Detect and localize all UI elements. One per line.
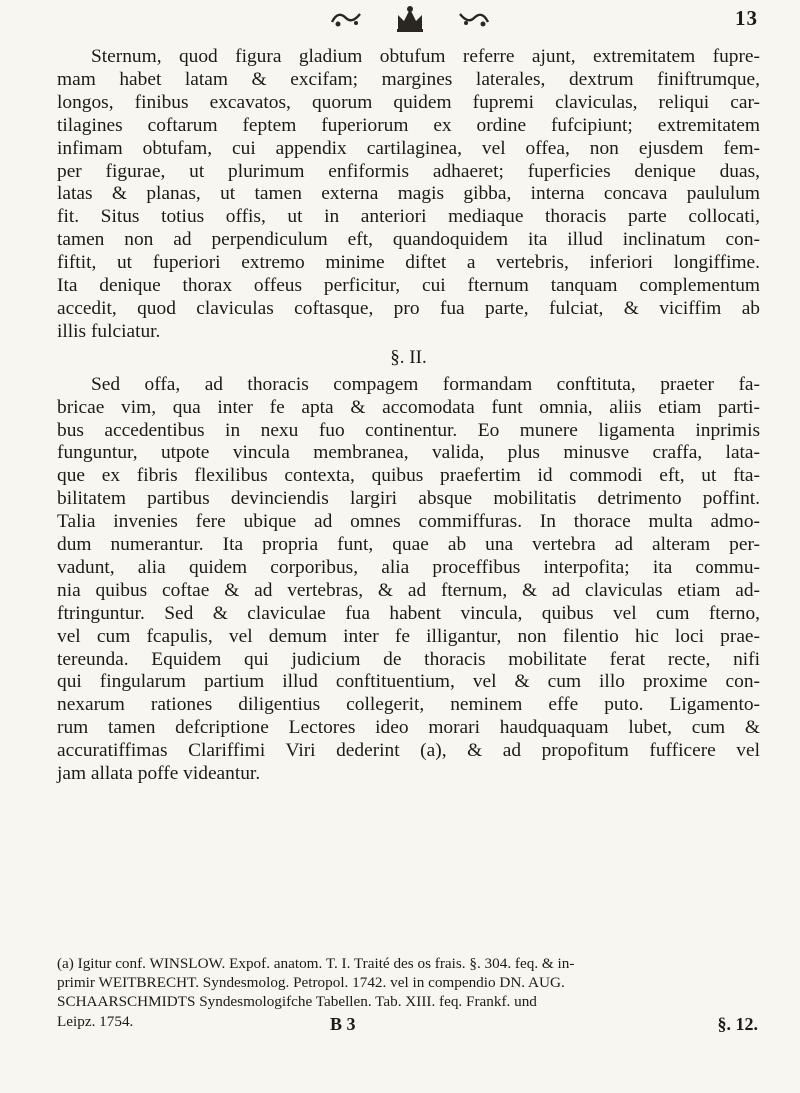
- text-line: Sternum, quod figura gladium obtufum referre ajunt, extremitatem fupre-: [91, 46, 760, 67]
- text-line: nia quibus coftae & ad vertebras, & ad fternum, & ad claviculas etiam ad-: [57, 579, 760, 601]
- text-line: accuratiffimas Clariffimi Viri dederint (a), & ad propofitum fufficere vel: [57, 740, 760, 762]
- text-line: accedit, quod claviculas coftasque, pro fua parte, fulciat, & viciffim ab: [57, 297, 760, 319]
- text-line: bilitatem partibus devinciendis largiri absque mobilitatis detrimento poffint.: [57, 488, 760, 510]
- ornament-fleuron-left-icon: [330, 8, 364, 35]
- footnote-line: (a) Igitur conf. WINSLOW. Expof. anatom. T. I. Traité des os frais. §. 304. feq. & in-: [57, 955, 575, 972]
- text-line: latas & planas, ut tamen externa magis gibba, interna concava paululum: [57, 183, 760, 205]
- catchword: §. 12.: [717, 1014, 758, 1034]
- text-line: rum tamen defcriptione Lectores ideo morari haudquaquam lubet, cum &: [57, 717, 760, 739]
- footnote: [57, 954, 760, 1031]
- text-line: vadunt, alia quidem corporibus, alia proceffibus interpofita; ita commu-: [57, 556, 760, 578]
- text-line: funguntur, utpote vincula membranea, valida, plus minusve craffa, lata-: [57, 442, 760, 464]
- paragraph-2: [57, 374, 760, 786]
- text-line: jam allata poffe videantur.: [57, 763, 261, 785]
- text-line: fit. Situs totius offis, ut in anteriori mediaque thoracis parte collocati,: [57, 206, 760, 228]
- text-line: tilagines coftarum feptem fuperiorum ex ordine fufcipiunt; extremitatem: [57, 114, 760, 136]
- text-line: per figurae, ut plurimum enfiformis adhaeret; fuperficies denique duas,: [57, 160, 760, 182]
- text-line: longos, finibus excavatos, quorum quidem fupremi claviculas, reliqui car-: [57, 91, 760, 113]
- ornament-fleuron-right-icon: [456, 8, 490, 35]
- text-line: Ita denique thorax offeus perficitur, cui fternum tanquam complementum: [57, 275, 760, 297]
- text-line: bricae vim, qua inter fe apta & accomodata funt omnia, aliis etiam parti-: [57, 396, 760, 418]
- section-heading: §. II.: [390, 346, 427, 368]
- paragraph-1: [57, 46, 760, 344]
- page-number: 13: [735, 6, 758, 30]
- footnote-line: Leipz. 1754.: [57, 1012, 134, 1030]
- text-line: Talia invenies fere ubique ad omnes commiffuras. In thorace multa admo-: [57, 511, 760, 533]
- text-line: nexarum rationes diligentius collegerit, neminem effe puto. Ligamento-: [57, 694, 760, 716]
- footnote-line: SCHAARSCHMIDTS Syndesmologifche Tabellen. Tab. XIII. feq. Frankf. und: [57, 993, 537, 1011]
- text-line: illis fulciatur.: [57, 320, 161, 342]
- text-line: tamen non ad perpendiculum eft, quandoquidem ita illud inclinatum con-: [57, 229, 760, 251]
- text-line: infimam obtufam, cui appendix cartilaginea, vel offea, non ejusdem fem-: [57, 137, 760, 159]
- text-line: mam habet latam & excifam; margines laterales, dextrum finiftrumque,: [57, 68, 760, 90]
- text-line: tereunda. Equidem qui judicium de thoracis mobilitate ferat recte, nifi: [57, 648, 760, 670]
- main-text: [57, 46, 760, 786]
- ornament-crown-icon: [393, 5, 427, 38]
- text-line: qui fingularum partium illud conftituentium, vel & cum illo proxime con-: [57, 671, 760, 693]
- header-ornaments: [330, 6, 490, 36]
- text-line: dum numerantur. Ita propria funt, quae ab una vertebra ad alteram per-: [57, 534, 760, 556]
- text-line: ftringuntur. Sed & claviculae fua habent vincula, quibus vel cum fterno,: [57, 602, 760, 624]
- text-line: vel cum fcapulis, vel demum inter fe illigantur, non filentio hic loci prae-: [57, 625, 760, 647]
- text-line: que ex fibris flexilibus contexta, quibus praefertim id commodi eft, ut fta-: [57, 465, 760, 487]
- signature-mark: B 3: [330, 1014, 356, 1034]
- text-line: bus accedentibus in nexu fuo continentur. Eo munere ligamenta inprimis: [57, 419, 760, 441]
- text-line: fiftit, ut fuperiori extremo minime diftet a vertebris, inferiori longiffime.: [57, 252, 760, 274]
- text-line: Sed offa, ad thoracis compagem formandam conftituta, praeter fa-: [91, 373, 760, 395]
- footnote-line: primir WEITBRECHT. Syndesmolog. Petropol. 1742. vel in compendio DN. AUG.: [57, 974, 565, 992]
